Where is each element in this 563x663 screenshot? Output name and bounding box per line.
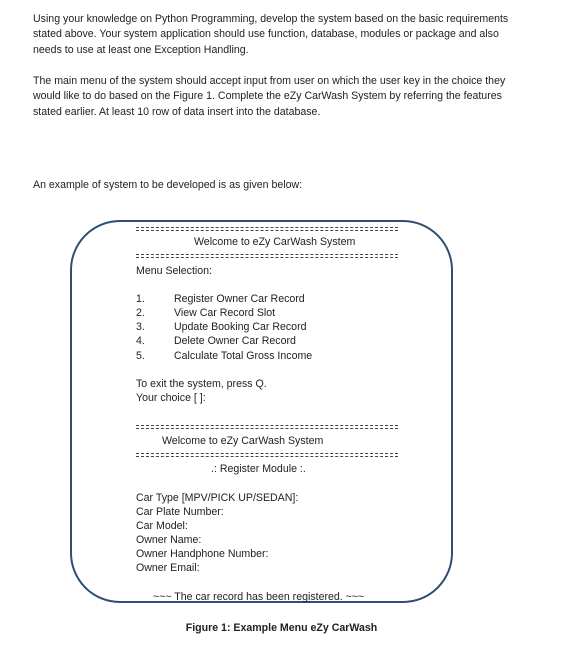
menu-item-register: Register Owner Car Record (174, 293, 305, 305)
registration-confirmation: ~~~ The car record has been registered. ~~~ (153, 591, 365, 603)
figure-caption: Figure 1: Example Menu eZy CarWash (185, 622, 378, 634)
menu-item-income: Calculate Total Gross Income (174, 350, 313, 362)
field-owner-phone: Owner Handphone Number: (136, 548, 269, 560)
separator-line (136, 227, 398, 231)
console-example-frame (70, 220, 453, 603)
welcome-title: Welcome to eZy CarWash System (194, 236, 356, 248)
field-car-plate: Car Plate Number: (136, 506, 224, 518)
field-car-model: Car Model: (136, 520, 188, 532)
separator-line (136, 453, 398, 457)
menu-instructions-paragraph: The main menu of the system should accept input from user on which the user key in the choice they would like to do based on the Figure 1. Complete the eZy CarWash System by referring the features stated earlier. At least 10 row of data insert into the database. (33, 75, 506, 118)
menu-item-view: View Car Record Slot (174, 307, 276, 319)
example-intro-paragraph: An example of system to be developed is as given below: (33, 179, 303, 191)
menu-item-delete: Delete Owner Car Record (174, 335, 296, 347)
field-car-type: Car Type [MPV/PICK UP/SEDAN]: (136, 492, 299, 504)
separator-line (136, 425, 398, 429)
menu-item-number: 1. (136, 293, 145, 305)
choice-prompt: Your choice [ ]: (136, 392, 206, 404)
intro-paragraph: Using your knowledge on Python Programming, develop the system based on the basic requirements stated above. Your system application should use function, database, modules or package and also needs to use at least one Exception Handling. (33, 13, 509, 56)
register-module-title: .: Register Module :. (211, 463, 306, 475)
menu-item-update: Update Booking Car Record (174, 321, 307, 333)
menu-item-number: 2. (136, 307, 145, 319)
menu-selection-heading: Menu Selection: (136, 265, 212, 277)
menu-item-number: 4. (136, 335, 145, 347)
field-owner-email: Owner Email: (136, 562, 200, 574)
separator-line (136, 254, 398, 258)
field-owner-name: Owner Name: (136, 534, 202, 546)
menu-item-number: 3. (136, 321, 145, 333)
menu-item-number: 5. (136, 350, 145, 362)
welcome-title-register: Welcome to eZy CarWash System (162, 435, 324, 447)
exit-instruction: To exit the system, press Q. (136, 378, 267, 390)
